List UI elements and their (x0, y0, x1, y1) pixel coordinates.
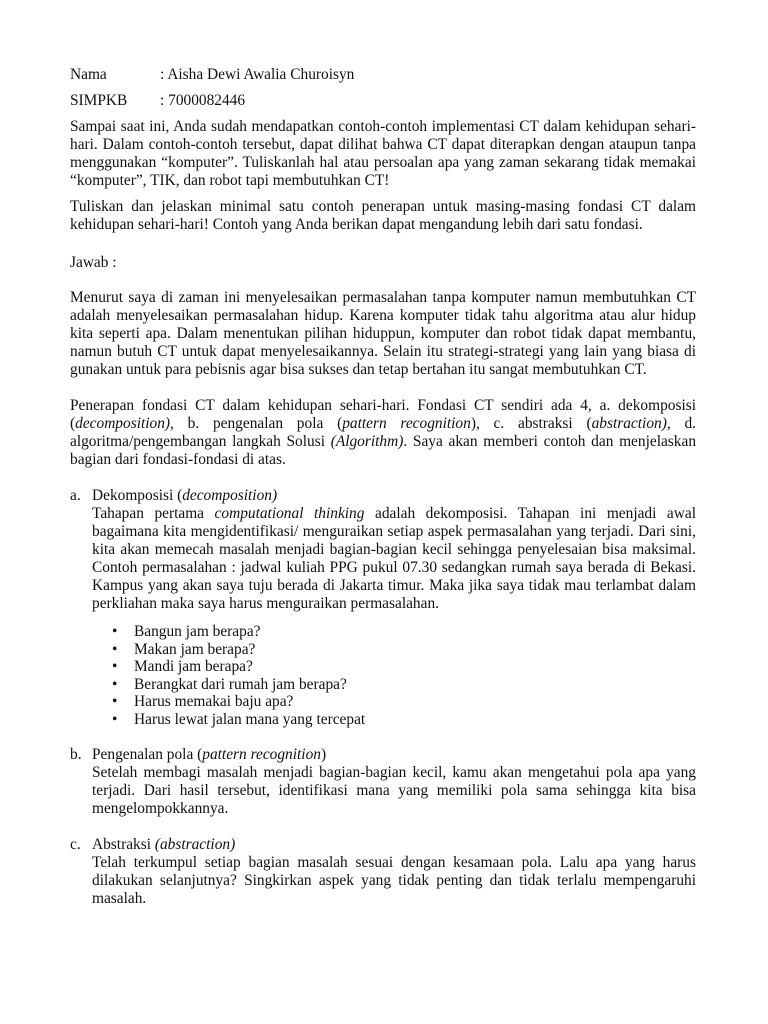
text-run: . Saya akan memberi contoh dan menjelaskan bagian dari fondasi-fondasi di atas. (70, 433, 697, 468)
name-label: Nama (70, 66, 107, 83)
section-c-heading (70, 836, 696, 854)
question-paragraph-2: Tuliskan dan jelaskan minimal satu contoh penerapan untuk masing-masing fondasi CT dalam kehidupan sehari-hari! Contoh yang Anda berikan dapat mengandung lebih dari satu fondasi. (70, 198, 696, 233)
text-run: ), c. abstraksi ( (470, 415, 592, 432)
section-b-paragraph: Setelah membagi masalah menjadi bagian-bagian kecil, kamu akan mengetahui pola apa yang terjadi. Dari hasil tersebut, identifikasi mana yang memiliki pola sama sehingga kita bisa mengelompokkannya. (92, 764, 696, 817)
text-run: adalah dekomposisi. Tahapan ini menjadi awal bagaimana kita mengidentifikasi/ menguraikan setiap aspek permasalahan yang terjadi. Dari sini, kita akan memecah masalah menjadi bagian-bagian kecil sehingga penyelesaian bisa maksimal. Contoh permasalahan : jadwal kuliah PPG pukul 07.30 sedangkan rumah saya berada di Bekasi. Kampus yang akan saya tuju berada di Jakarta timur. Maka jika saya tidak mau terlambat dalam perkliahan maka saya harus menguraikan permasalahan. (92, 505, 696, 612)
italic-term: computational thinking (214, 505, 365, 522)
list-item (112, 641, 696, 659)
section-c (70, 836, 696, 908)
list-item-text: Bangun jam berapa? (134, 623, 261, 640)
section-c-paragraph: Telah terkumpul setiap bagian masalah sesuai dengan kesamaan pola. Lalu apa yang harus dilakukan selanjutnya? Singkirkan aspek yang tidak penting dan tidak terlalu mempengaruhi masalah. (92, 854, 696, 907)
section-c-body (70, 854, 696, 908)
list-item-text: Harus lewat jalan mana yang tercepat (134, 710, 366, 728)
answer-paragraph-1: Menurut saya di zaman ini menyelesaikan permasalahan tanpa komputer namun membutuhkan CT adalah menyelesaikan permasalahan hidup. Karena komputer tidak tahu algoritma atau alur hidup kita seperti apa. Dalam menentukan pilihan hiduppun, komputer dan robot tidak dapat membantu, namun butuh CT untuk dapat menyelesaikannya. Selain itu strategi-strategi yang lain yang biasa di gunakan untuk para pebisnis agar bisa sukses dan tetap bertahan itu sangat membutuhkan CT. (70, 289, 696, 378)
section-a-heading (70, 487, 696, 505)
list-item-text: Mandi jam berapa? (134, 658, 253, 675)
bullet-icon: • (112, 710, 118, 728)
list-item-text: Berangkat dari rumah jam berapa? (134, 675, 347, 693)
section-b-marker: b. (70, 746, 82, 763)
title-text: Pengenalan pola ( (92, 746, 203, 763)
title-italic: (abstraction) (154, 836, 236, 853)
section-c-title (92, 836, 235, 854)
answer-label: Jawab : (70, 254, 117, 271)
text-run: Penerapan fondasi CT dalam kehidupan sehari-hari. Fondasi CT sendiri ada 4, a. dekomposisi ( (70, 397, 696, 432)
text-run: Tahapan pertama (92, 505, 215, 522)
question-paragraph-1: Sampai saat ini, Anda sudah mendapatkan contoh-contoh implementasi CT dalam kehidupan sehari-hari. Dalam contoh-contoh tersebut, dapat dilihat bahwa CT dapat diterapkan dengan ataupun tanpa menggunakan “komputer”. Tuliskanlah hal atau persoalan apa yang zaman sekarang tidak memakai “komputer”, TIK, dan robot tapi membutuhkan CT! (70, 118, 696, 189)
list-item (112, 711, 696, 729)
italic-term: pattern recognition (342, 415, 471, 432)
simpkb-row (70, 92, 696, 110)
name-value: : Aisha Dewi Awalia Churoisyn (160, 66, 355, 83)
title-italic: pattern recognition (202, 746, 321, 763)
bullet-icon: • (112, 623, 118, 640)
answer-paragraph-2 (70, 397, 696, 469)
name-row (70, 66, 696, 84)
section-a-marker: a. (70, 487, 81, 504)
bullet-icon: • (112, 693, 118, 710)
bullet-icon: • (112, 675, 118, 693)
section-a (70, 487, 696, 728)
list-item-text: Makan jam berapa? (134, 640, 256, 658)
section-c-marker: c. (70, 836, 81, 853)
title-text: Dekomposisi ( (92, 487, 183, 504)
section-a-paragraph (92, 505, 696, 613)
section-a-body (70, 505, 696, 613)
section-b (70, 746, 696, 818)
text-run: , b. pengenalan pola ( (170, 415, 343, 432)
bullet-icon: • (112, 640, 118, 658)
list-item (112, 658, 696, 676)
title-italic: decomposition) (182, 487, 278, 504)
bullet-list (70, 623, 696, 728)
section-b-heading (70, 746, 696, 764)
list-item (112, 676, 696, 694)
simpkb-label: SIMPKB (70, 92, 128, 109)
simpkb-value: : 7000082446 (160, 92, 246, 109)
title-end: ) (320, 746, 327, 763)
section-a-title (92, 487, 277, 505)
section-b-body (70, 764, 696, 818)
bullet-icon: • (112, 658, 118, 675)
title-text: Abstraksi (92, 836, 155, 853)
section-b-title (92, 746, 326, 764)
italic-term: decomposition) (75, 415, 171, 432)
italic-term: abstraction) (591, 415, 667, 432)
italic-term: (Algorithm) (330, 433, 404, 450)
list-item (112, 623, 696, 641)
list-item (112, 693, 696, 711)
list-item-text: Harus memakai baju apa? (134, 693, 294, 710)
text-run: , d. algoritma/pengembangan langkah Solusi (70, 415, 696, 450)
